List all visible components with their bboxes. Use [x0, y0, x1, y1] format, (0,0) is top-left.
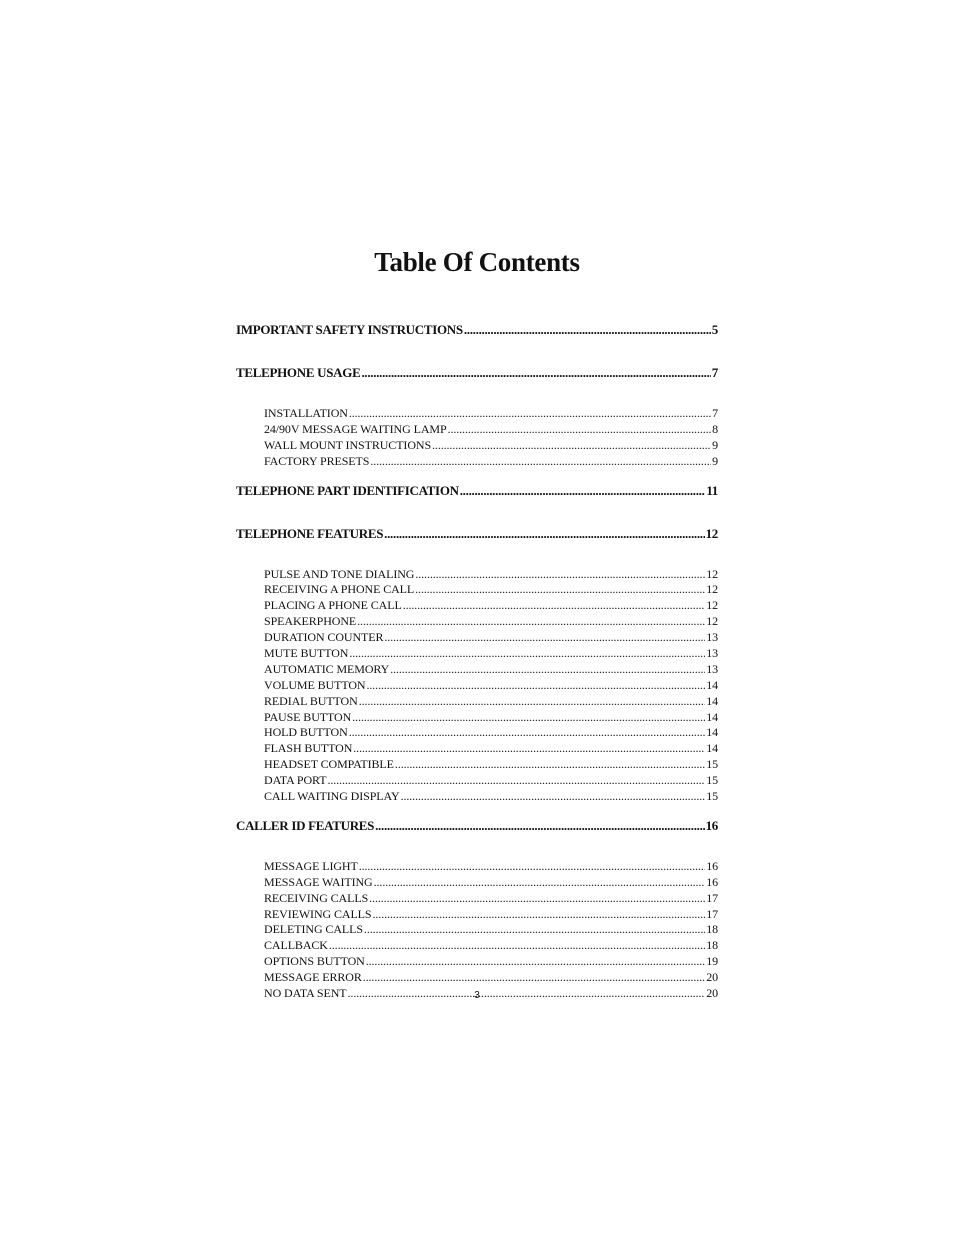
dot-leader: [374, 875, 706, 891]
toc-subsection-list: [236, 567, 718, 805]
dot-leader: [349, 646, 705, 662]
toc-subsection-entry: [264, 907, 718, 923]
toc-subsection-page: 13: [706, 630, 718, 645]
toc-section-label: TELEPHONE USAGE: [236, 365, 361, 380]
dot-leader: [415, 567, 705, 583]
toc-subsection-list: [236, 859, 718, 1002]
toc-subsection-label: CALLBACK: [264, 938, 328, 953]
toc-subsection-page: 13: [706, 661, 718, 676]
dot-leader: [373, 907, 706, 923]
toc-subsection-page: 9: [712, 453, 718, 468]
dot-leader: [353, 741, 705, 757]
dot-leader: [395, 757, 705, 773]
toc-subsection-label: REVIEWING CALLS: [264, 906, 372, 921]
toc-section-label: TELEPHONE FEATURES: [236, 525, 384, 541]
dot-leader: [432, 438, 711, 454]
dot-leader: [403, 598, 706, 614]
toc-subsection-page: 15: [706, 757, 718, 772]
toc-subsection-entry: [264, 678, 718, 694]
dot-leader: [327, 773, 705, 789]
toc-subsection-page: 12: [706, 614, 718, 629]
toc-subsection-label: HOLD BUTTON: [264, 725, 348, 740]
toc-subsection-page: 16: [706, 858, 718, 873]
toc-subsection-label: FLASH BUTTON: [264, 741, 353, 756]
dot-leader: [329, 938, 705, 954]
toc-section-entry: [236, 365, 718, 381]
toc-subsection-label: PAUSE BUTTON: [264, 709, 352, 724]
toc-section-entry: [236, 322, 718, 338]
toc-subsection-label: RECEIVING A PHONE CALL: [264, 582, 415, 597]
toc-subsection-label: NO DATA SENT: [264, 986, 347, 1001]
toc-subsection-entry: [264, 922, 718, 938]
toc-subsection-label: MESSAGE WAITING: [264, 874, 373, 889]
dot-leader: [364, 922, 705, 938]
toc-subsection-page: 14: [706, 709, 718, 724]
toc-subsection-label: DELETING CALLS: [264, 922, 363, 937]
dot-leader: [375, 818, 704, 834]
toc-subsection-entry: [264, 646, 718, 662]
toc-section-label: IMPORTANT SAFETY INSTRUCTIONS: [236, 322, 463, 337]
dot-leader: [349, 406, 711, 422]
toc-subsection-label: HEADSET COMPATIBLE: [264, 757, 394, 772]
dot-leader: [401, 789, 706, 805]
toc-subsection-entry: [264, 406, 718, 422]
dot-leader: [366, 954, 705, 970]
toc-subsection-entry: [264, 710, 718, 726]
toc-subsection-entry: [264, 567, 718, 583]
toc-subsection-label: PLACING A PHONE CALL: [264, 598, 402, 613]
toc-subsection-entry: [264, 438, 718, 454]
toc-subsection-label: REDIAL BUTTON: [264, 693, 358, 708]
toc-subsection-label: SPEAKERPHONE: [264, 614, 357, 629]
toc-subsection-page: 19: [706, 954, 718, 969]
toc-subsection-entry: [264, 662, 718, 678]
toc-subsection-label: INSTALLATION: [264, 406, 348, 420]
toc-subsection-page: 15: [706, 773, 718, 788]
toc-subsection-entry: [264, 757, 718, 773]
toc-subsection-page: 18: [706, 938, 718, 953]
toc-subsection-page: 16: [706, 874, 718, 889]
toc-subsection-page: 18: [706, 922, 718, 937]
toc-subsection-entry: [264, 954, 718, 970]
toc-subsection-page: 12: [706, 598, 718, 613]
toc-subsection-label: CALL WAITING DISPLAY: [264, 789, 400, 804]
dot-leader: [415, 582, 705, 598]
toc-subsection-page: 9: [712, 437, 718, 452]
toc-subsection-label: AUTOMATIC MEMORY: [264, 661, 390, 676]
page-number: 3: [474, 990, 480, 1001]
toc-subsection-label: OPTIONS BUTTON: [264, 954, 365, 969]
dot-leader: [369, 891, 705, 907]
toc-subsection-label: MESSAGE ERROR: [264, 970, 362, 985]
toc-subsection-label: DATA PORT: [264, 773, 327, 788]
toc-subsection-label: MUTE BUTTON: [264, 646, 349, 661]
dot-leader: [349, 725, 706, 741]
toc-subsection-label: VOLUME BUTTON: [264, 677, 366, 692]
toc-subsection-page: 7: [712, 406, 718, 420]
dot-leader: [460, 483, 706, 499]
toc-section-page: 11: [706, 482, 718, 498]
toc-subsection-page: 17: [706, 890, 718, 905]
dot-leader: [363, 970, 705, 986]
page-title: Table Of Contents: [374, 247, 580, 277]
toc-subsection-entry: [264, 422, 718, 438]
dot-leader: [384, 630, 705, 646]
toc-subsection-entry: [264, 891, 718, 907]
dot-leader: [359, 694, 705, 710]
toc-section-page: 7: [711, 365, 718, 380]
toc-subsection-label: PULSE AND TONE DIALING: [264, 566, 415, 581]
dot-leader: [370, 454, 711, 470]
toc-subsection-page: 14: [706, 741, 718, 756]
toc-subsection-page: 12: [706, 566, 718, 581]
dot-leader: [448, 422, 712, 438]
toc-subsection-entry: [264, 789, 718, 805]
toc-subsection-entry: [264, 454, 718, 470]
toc-subsection-page: 14: [706, 693, 718, 708]
dot-leader: [390, 662, 705, 678]
toc-subsection-entry: [264, 598, 718, 614]
toc-section-label: TELEPHONE PART IDENTIFICATION: [236, 482, 459, 498]
dot-leader: [384, 526, 704, 542]
toc-section-label: CALLER ID FEATURES: [236, 817, 375, 833]
dot-leader: [361, 365, 710, 381]
toc-subsection-entry: [264, 630, 718, 646]
toc-subsection-list: [236, 406, 718, 470]
table-of-contents: [236, 322, 718, 1002]
toc-section-page: 12: [705, 525, 718, 541]
toc-subsection-entry: [264, 582, 718, 598]
toc-subsection-page: 13: [706, 646, 718, 661]
toc-section-entry: [236, 483, 718, 499]
dot-leader: [464, 322, 711, 338]
toc-subsection-entry: [264, 875, 718, 891]
toc-subsection-entry: [264, 773, 718, 789]
toc-section-page: 16: [705, 817, 718, 833]
dot-leader: [366, 678, 705, 694]
toc-subsection-label: WALL MOUNT INSTRUCTIONS: [264, 437, 432, 452]
toc-subsection-entry: [264, 859, 718, 875]
toc-subsection-page: 14: [706, 725, 718, 740]
toc-section-entry: [236, 526, 718, 542]
toc-subsection-entry: [264, 694, 718, 710]
toc-subsection-page: 8: [712, 421, 718, 436]
toc-subsection-label: MESSAGE LIGHT: [264, 858, 358, 873]
toc-section-page: 5: [711, 322, 718, 337]
dot-leader: [352, 710, 705, 726]
dot-leader: [357, 614, 705, 630]
toc-subsection-entry: [264, 970, 718, 986]
toc-subsection-entry: [264, 614, 718, 630]
toc-subsection-label: 24/90V MESSAGE WAITING LAMP: [264, 421, 447, 436]
toc-subsection-page: 20: [706, 970, 718, 985]
toc-subsection-label: RECEIVING CALLS: [264, 890, 369, 905]
toc-subsection-page: 17: [706, 906, 718, 921]
toc-subsection-page: 12: [706, 582, 718, 597]
toc-section-entry: [236, 818, 718, 834]
toc-subsection-entry: [264, 741, 718, 757]
dot-leader: [359, 859, 705, 875]
toc-subsection-label: FACTORY PRESETS: [264, 453, 370, 468]
toc-subsection-page: 15: [706, 789, 718, 804]
toc-subsection-entry: [264, 938, 718, 954]
toc-subsection-page: 20: [706, 986, 718, 1001]
toc-subsection-label: DURATION COUNTER: [264, 630, 384, 645]
toc-subsection-entry: [264, 725, 718, 741]
toc-subsection-page: 14: [706, 677, 718, 692]
